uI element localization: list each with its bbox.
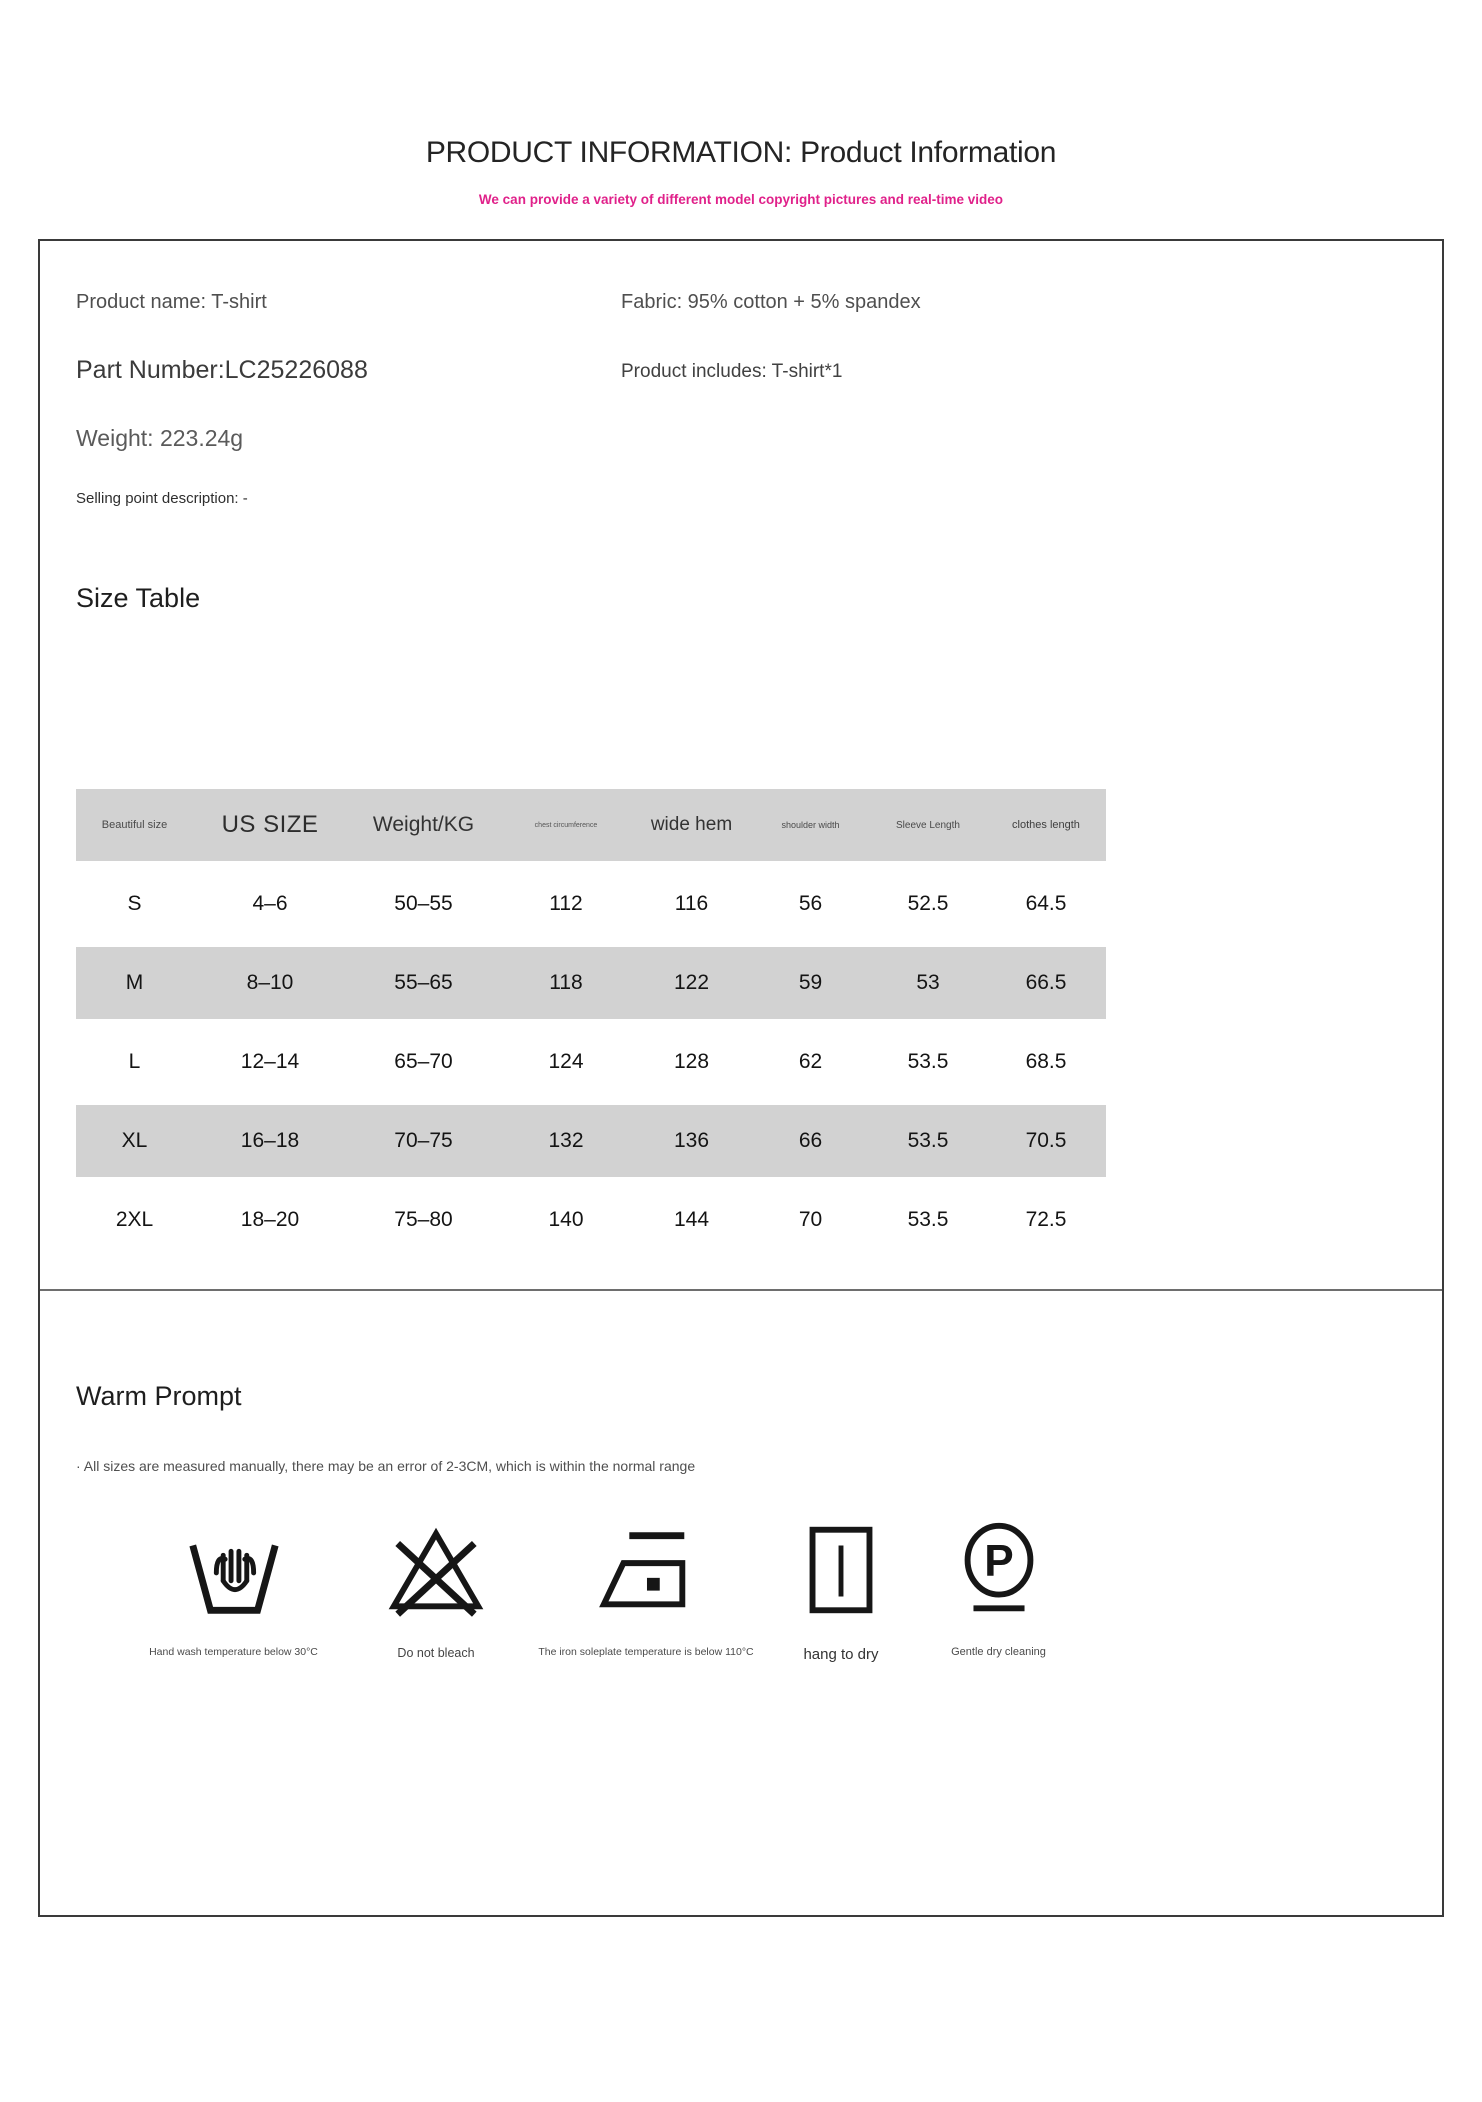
care-icons-row (116, 1516, 1116, 1663)
size-table (76, 782, 1106, 1263)
column-header-chest-circumference: chest circumference (534, 821, 598, 829)
table-cell: 59 (798, 971, 823, 994)
table-cell: 70 (798, 1208, 823, 1231)
table-cell: 124 (548, 1050, 584, 1073)
table-cell: 56 (798, 892, 823, 915)
table-row-m (76, 947, 1106, 1019)
spec-row-4 (76, 490, 1406, 507)
product-name-text: Product name: T-shirt (76, 291, 267, 313)
gentle-dry-clean-icon (945, 1516, 1053, 1624)
table-cell: 68.5 (1025, 1050, 1067, 1073)
table-cell: 8–10 (246, 971, 294, 994)
column-header-clothes-length: clothes length (1012, 819, 1080, 831)
table-cell: S (127, 892, 142, 915)
column-header-weight-kg: Weight/KG (372, 813, 475, 836)
care-item-dry-clean (911, 1516, 1086, 1658)
product-info-box (38, 239, 1444, 1917)
table-cell: 122 (673, 971, 710, 994)
table-cell: M (125, 971, 144, 994)
care-item-do-not-bleach (351, 1516, 521, 1660)
page-subtitle: We can provide a variety of different model copyright pictures and real-time video (478, 192, 1004, 207)
table-cell: 16–18 (240, 1129, 300, 1152)
table-cell: 118 (549, 971, 583, 994)
table-cell: 12–14 (240, 1050, 300, 1073)
selling-point-text: Selling point description: - (76, 490, 248, 507)
table-cell: 53 (916, 971, 940, 994)
size-note: · All sizes are measured manually, there may be an error of 2-3CM, which is within the normal range (76, 1458, 696, 1474)
table-cell: 75–80 (394, 1208, 453, 1231)
section-divider (40, 1289, 1442, 1291)
table-cell: 53.5 (907, 1050, 949, 1073)
part-number-text: Part Number:LC25226088 (76, 356, 368, 384)
table-cell: 4–6 (252, 892, 288, 915)
hand-wash-icon (179, 1516, 289, 1624)
table-cell: 53.5 (907, 1208, 949, 1231)
hang-to-dry-icon (787, 1516, 895, 1624)
table-cell: 55–65 (394, 971, 453, 994)
size-table-header-row (76, 789, 1106, 861)
table-cell: 18–20 (240, 1208, 300, 1231)
table-cell: 65–70 (394, 1050, 453, 1073)
table-cell: 112 (549, 892, 583, 915)
column-header-shoulder-width: shoulder width (781, 820, 840, 830)
svg-text:P: P (983, 1536, 1014, 1586)
do-not-bleach-icon (382, 1516, 490, 1624)
column-header-wide-hem: wide hem (650, 814, 733, 835)
table-cell: 132 (548, 1129, 584, 1152)
size-table-heading: Size Table (76, 583, 201, 613)
table-cell: 70–75 (394, 1129, 453, 1152)
spec-row-3 (76, 425, 1406, 452)
care-item-hand-wash (116, 1516, 351, 1658)
table-cell: 128 (673, 1050, 710, 1073)
weight-text: Weight: 223.24g (76, 425, 244, 451)
care-label: Gentle dry cleaning (951, 1646, 1046, 1658)
table-cell: XL (121, 1129, 148, 1152)
table-cell: 136 (673, 1129, 710, 1152)
table-row-l (76, 1026, 1106, 1098)
table-cell: L (128, 1050, 141, 1073)
iron-low-temp-icon (591, 1516, 701, 1624)
table-cell: 116 (674, 892, 709, 915)
table-cell: 66 (798, 1129, 823, 1152)
table-cell: 70.5 (1025, 1129, 1067, 1152)
care-label: hang to dry (803, 1646, 879, 1663)
table-row-s (76, 868, 1106, 940)
table-cell: 53.5 (907, 1129, 949, 1152)
spec-row-1 (76, 291, 1406, 314)
product-includes-text: Product includes: T-shirt*1 (621, 361, 843, 382)
table-cell: 140 (548, 1208, 584, 1231)
table-cell: 50–55 (394, 892, 453, 915)
table-cell: 64.5 (1025, 892, 1067, 915)
table-cell: 2XL (115, 1208, 154, 1231)
care-label: The iron soleplate temperature is below 110°C (538, 1646, 754, 1658)
table-row-2xl (76, 1184, 1106, 1256)
column-header-sleeve-length: Sleeve Length (896, 819, 960, 831)
table-cell: 62 (798, 1050, 823, 1073)
page-title: PRODUCT INFORMATION: Product Information (425, 136, 1057, 169)
table-cell: 144 (673, 1208, 710, 1231)
warm-prompt-heading: Warm Prompt (76, 1381, 242, 1411)
table-row-xl (76, 1105, 1106, 1177)
column-header-us-size: US SIZE (221, 811, 319, 838)
care-label: Hand wash temperature below 30°C (149, 1646, 318, 1658)
care-label: Do not bleach (397, 1646, 475, 1660)
table-cell: 72.5 (1025, 1208, 1067, 1231)
care-item-hang-to-dry (771, 1516, 911, 1663)
table-cell: 66.5 (1025, 971, 1067, 994)
table-cell: 52.5 (907, 892, 949, 915)
spec-row-2 (76, 356, 1406, 385)
fabric-text: Fabric: 95% cotton + 5% spandex (621, 291, 921, 313)
care-item-iron (521, 1516, 771, 1658)
column-header-beautiful-size: Beautiful size (101, 819, 168, 831)
